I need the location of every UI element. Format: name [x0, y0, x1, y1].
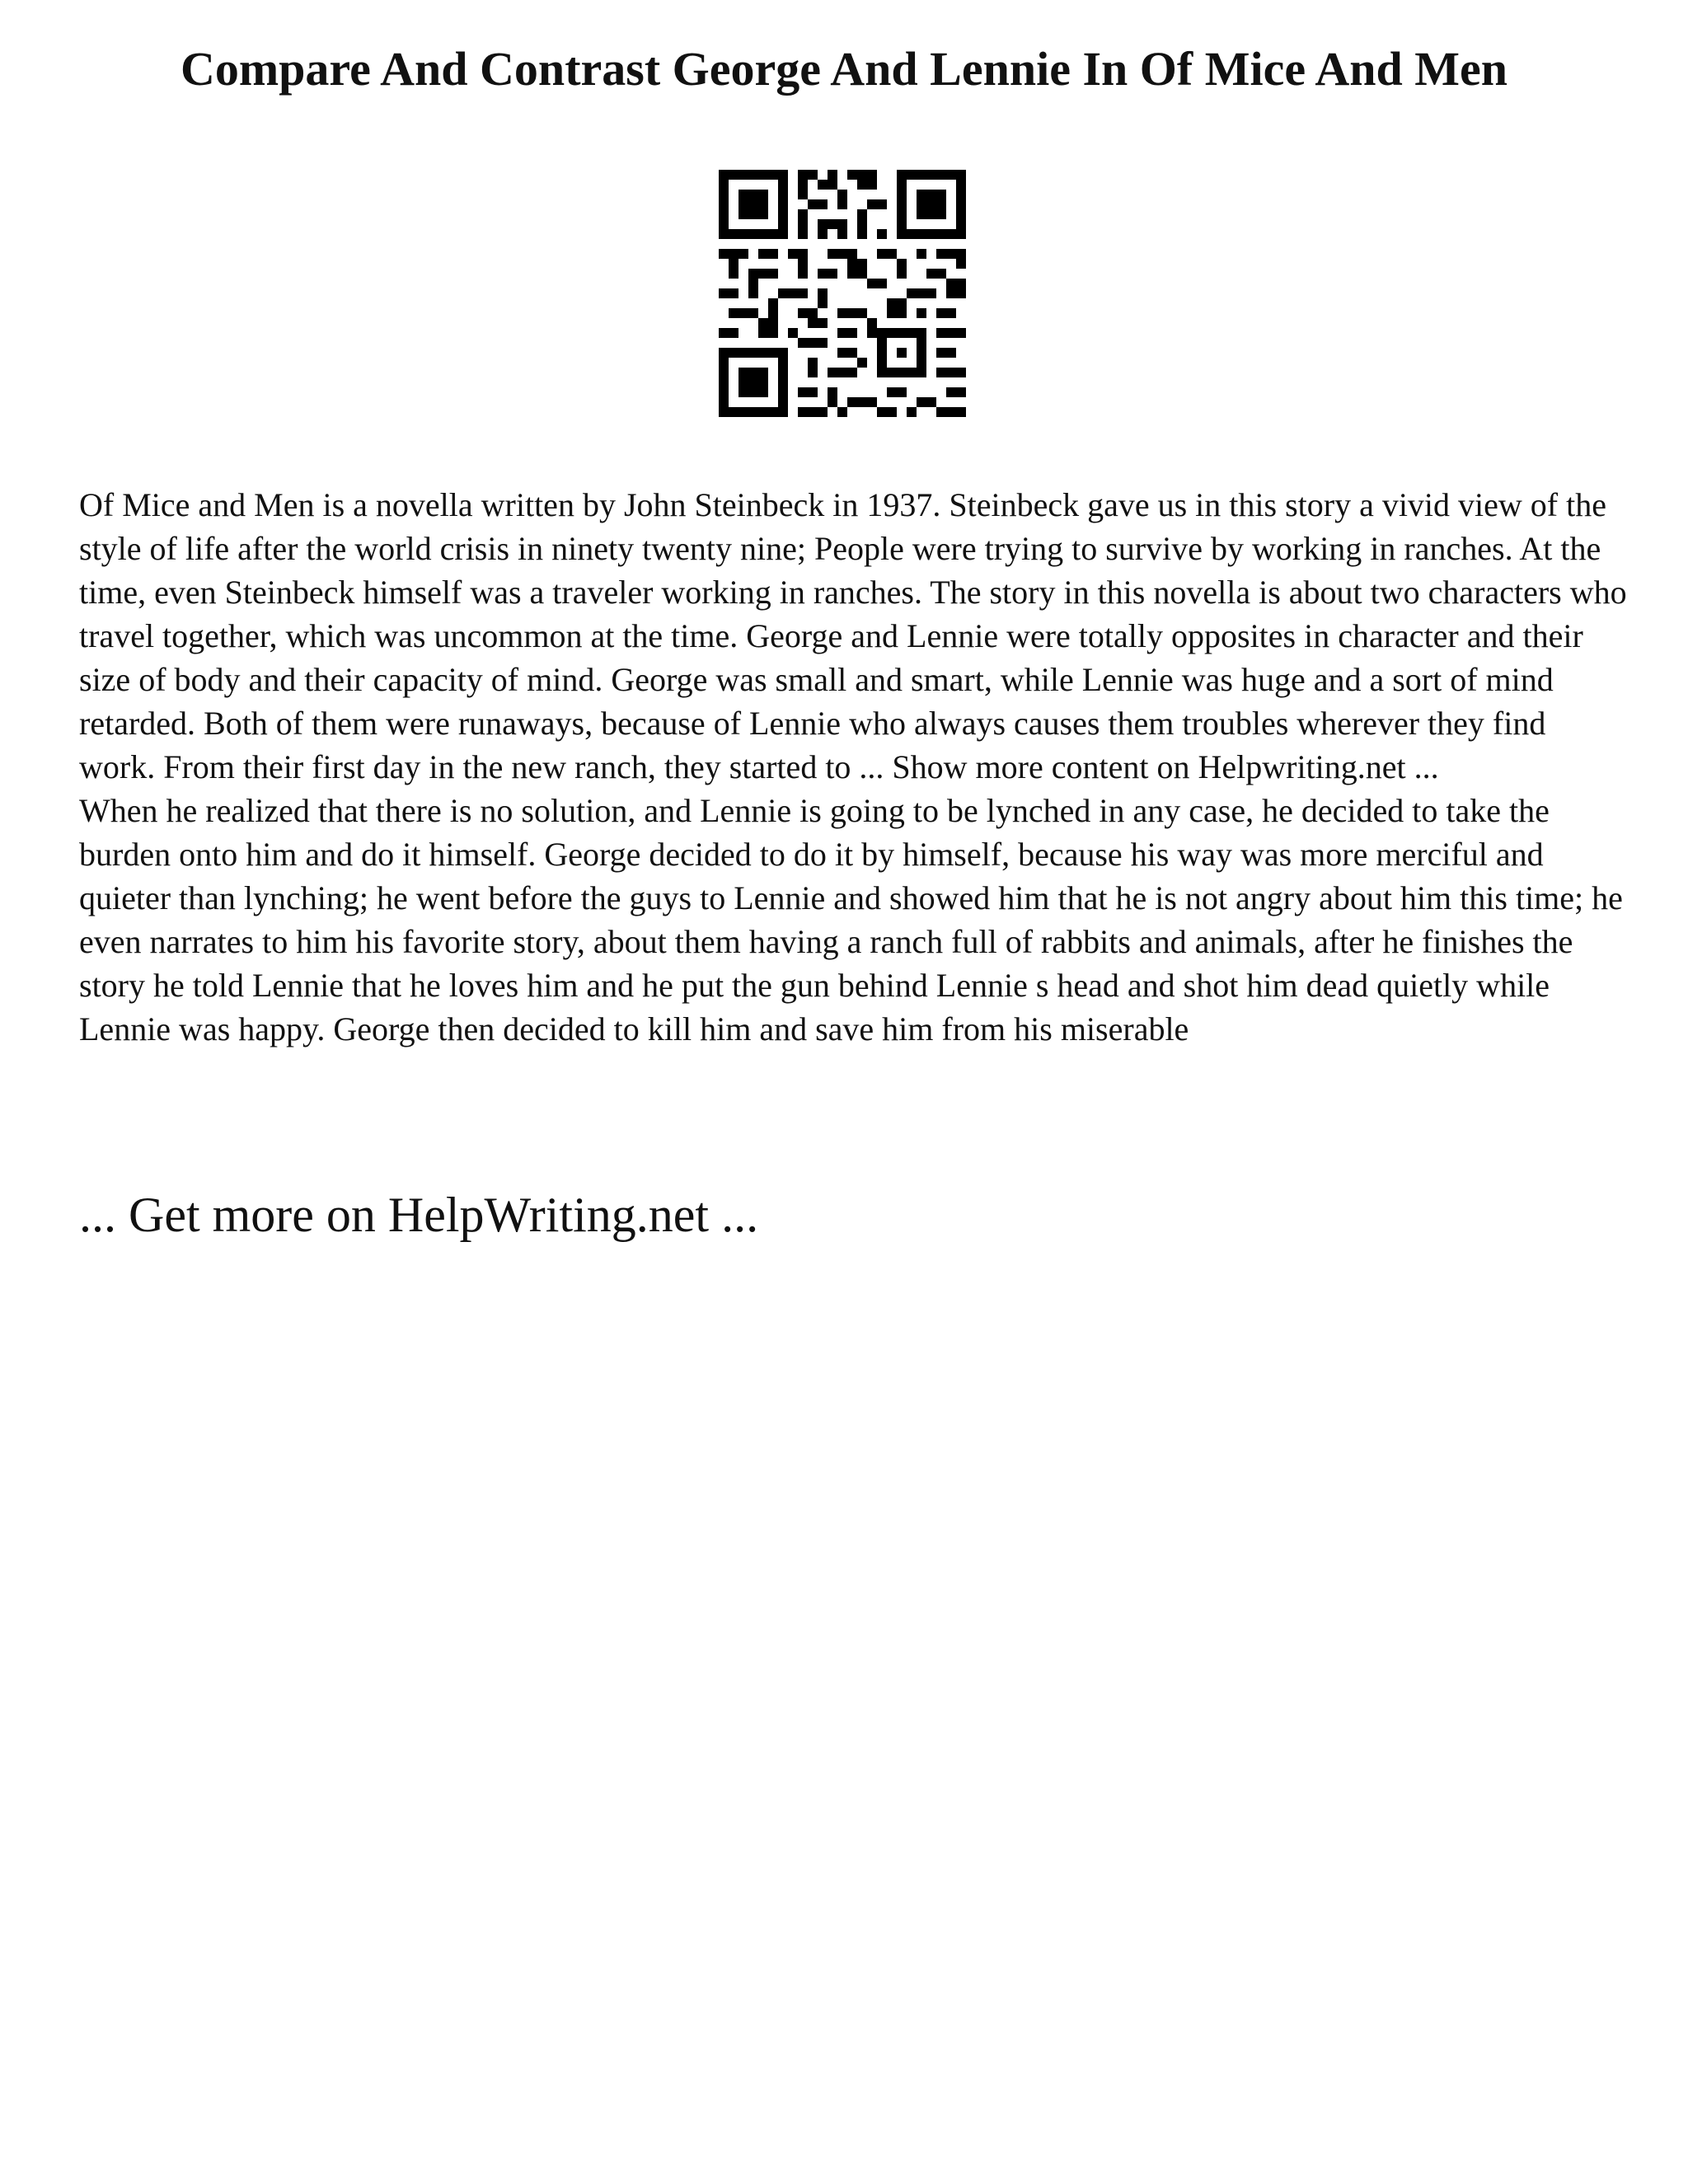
article-body: [79, 483, 1629, 1051]
paragraph-1: Of Mice and Men is a novella written by John Steinbeck in 1937. Steinbeck gave us in this story a vivid view of the style of life after the world crisis in ninety twenty nine; People were trying to survive by working in ranches. At the time, even Steinbeck himself was a traveler working in ranches. The story in this novella is about two characters who travel together, which was uncommon at the time. George and Lennie were totally opposites in character and their size of body and their capacity of mind. George was small and smart, while Lennie was huge and a sort of mind retarded. Both of them were runaways, because of Lennie who always causes them troubles wherever they find work. From their first day in the new ranch, they started to ... Show more content on Helpwriting.net ...: [79, 486, 1627, 785]
get-more-link[interactable]: ... Get more on HelpWriting.net ...: [79, 1188, 759, 1242]
document-title: Compare And Contrast George And Lennie In Of Mice And Men: [180, 42, 1508, 96]
qr-code-icon: [719, 170, 966, 417]
paragraph-2: When he realized that there is no solution, and Lennie is going to be lynched in any case, he decided to take the burden onto him and do it himself. George decided to do it by himself, because his way was more merciful and quieter than lynching; he went before the guys to Lennie and showed him that he is not angry about him this time; he even narrates to him his favorite story, about them having a ranch full of rabbits and animals, after he finishes the story he told Lennie that he loves him and he put the gun behind Lennie s head and shot him dead quietly while Lennie was happy. George then decided to kill him and save him from his miserable: [79, 792, 1623, 1047]
